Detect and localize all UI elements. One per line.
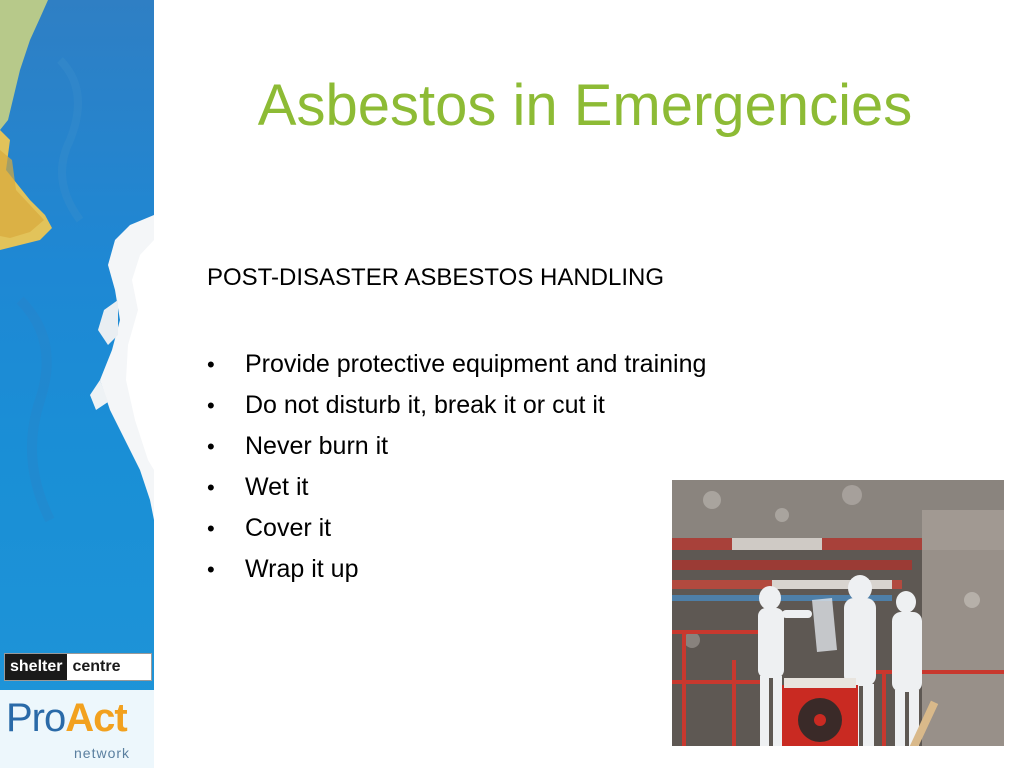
bullet-item bbox=[207, 549, 706, 590]
asbestos-removal-photo bbox=[672, 480, 1004, 746]
proact-logo-tagline: network bbox=[74, 745, 131, 761]
bullet-marker: • bbox=[207, 434, 215, 459]
bullet-text: Never burn it bbox=[245, 432, 389, 460]
shelter-centre-logo-part1: shelter bbox=[5, 654, 67, 680]
bullet-item bbox=[207, 467, 706, 508]
bullet-text: Provide protective equipment and training bbox=[245, 350, 707, 378]
shelter-centre-logo bbox=[4, 653, 152, 681]
proact-logo-pro: Pro bbox=[6, 696, 66, 740]
workers-protective-suits-image bbox=[672, 480, 1004, 746]
bullet-marker: • bbox=[207, 352, 215, 377]
bullet-text: Do not disturb it, break it or cut it bbox=[245, 391, 605, 419]
proact-network-logo bbox=[0, 690, 154, 768]
bullet-marker: • bbox=[207, 475, 215, 500]
proact-logo-act: Act bbox=[65, 696, 127, 740]
bullet-item bbox=[207, 344, 706, 385]
bullet-marker: • bbox=[207, 557, 215, 582]
bullet-list bbox=[207, 344, 706, 590]
bullet-item bbox=[207, 385, 706, 426]
bullet-text: Wrap it up bbox=[245, 555, 359, 583]
satellite-image-strip bbox=[0, 0, 154, 768]
slide-title: Asbestos in Emergencies bbox=[257, 73, 913, 138]
bullet-marker: • bbox=[207, 393, 215, 418]
bullet-text: Wet it bbox=[245, 473, 309, 501]
bullet-item bbox=[207, 426, 706, 467]
proact-logo-wordmark bbox=[6, 696, 127, 741]
bullet-text: Cover it bbox=[245, 514, 332, 542]
bullet-marker: • bbox=[207, 516, 215, 541]
bullet-item bbox=[207, 508, 706, 549]
shelter-centre-logo-part2: centre bbox=[72, 658, 121, 675]
slide-subtitle: POST-DISASTER ASBESTOS HANDLING bbox=[207, 264, 665, 291]
